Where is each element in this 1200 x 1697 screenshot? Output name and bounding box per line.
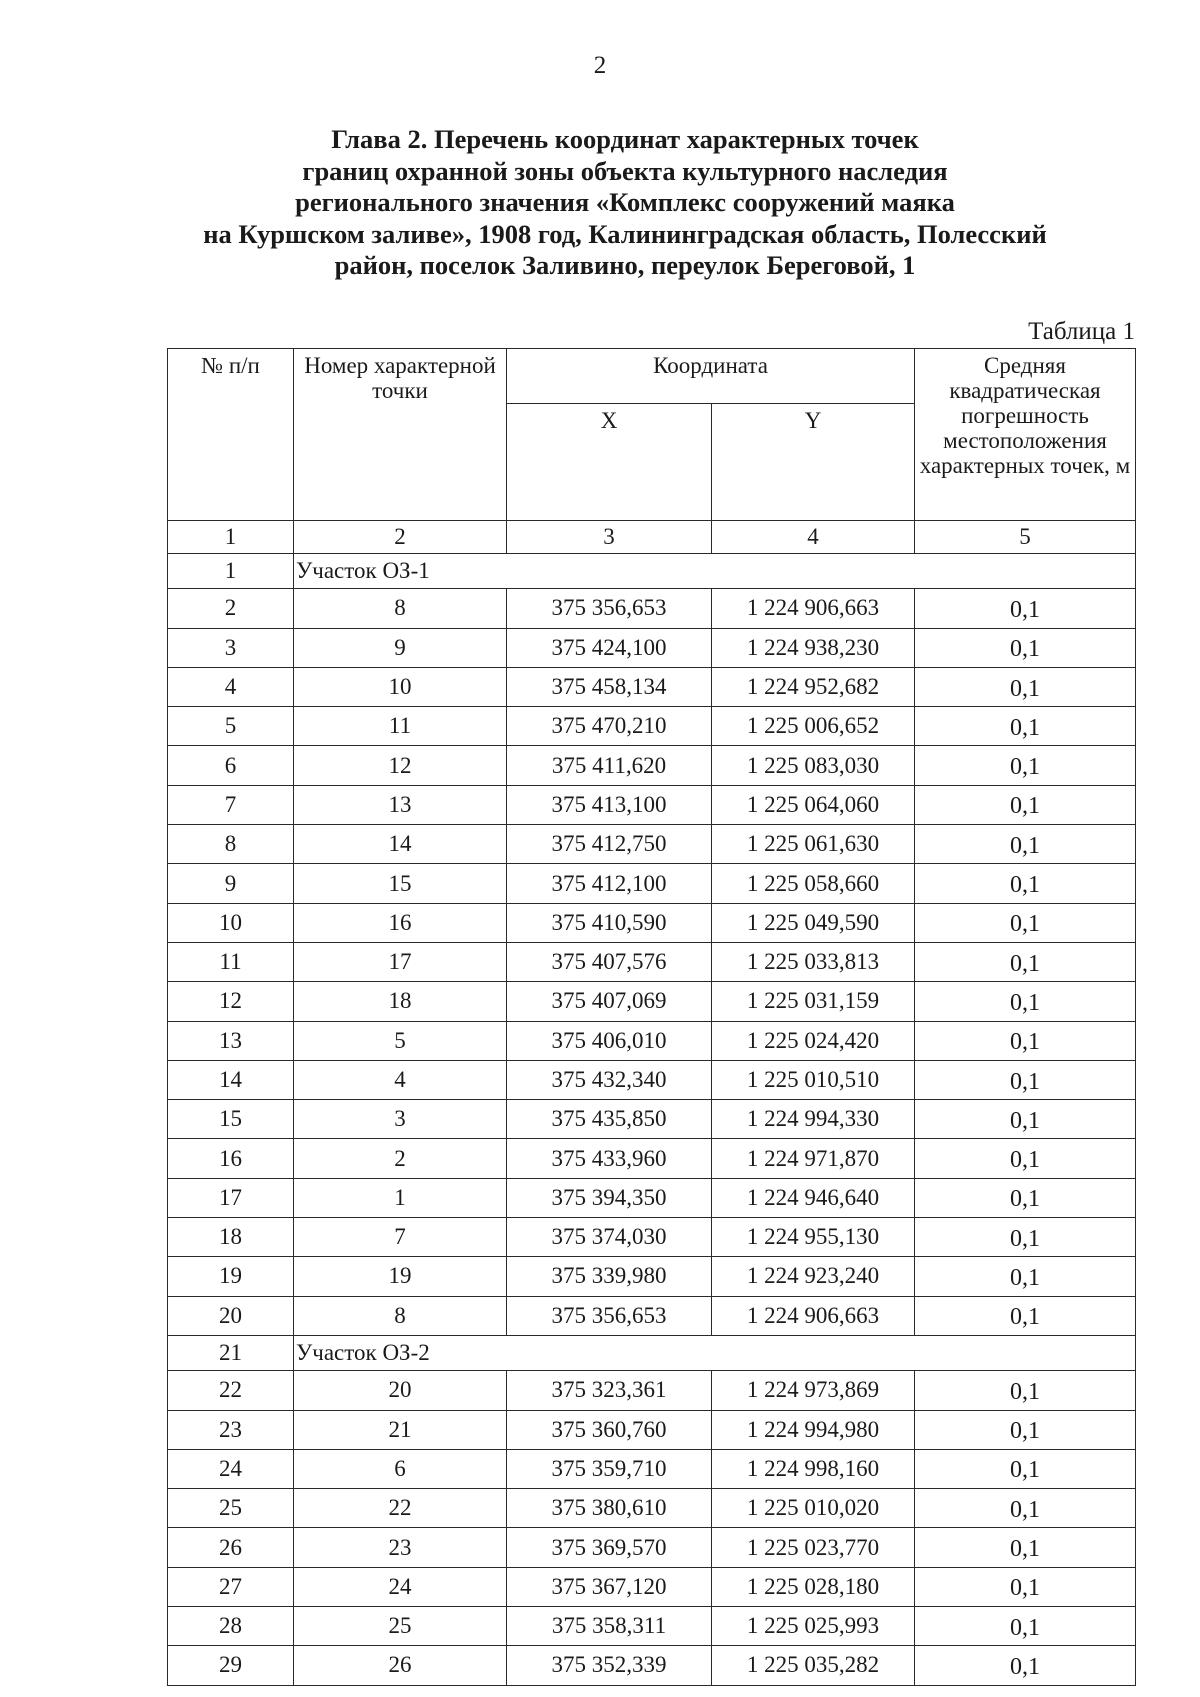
x-coordinate-cell: 375 394,350 <box>507 1178 712 1217</box>
x-coordinate-cell: 375 433,960 <box>507 1139 712 1178</box>
y-coordinate-cell: 1 225 025,993 <box>712 1607 915 1646</box>
chapter-title <box>150 124 1100 282</box>
row-number-cell: 19 <box>168 1257 294 1296</box>
x-coordinate-cell: 375 339,980 <box>507 1257 712 1296</box>
table-row <box>168 1100 1136 1139</box>
table-row <box>168 707 1136 746</box>
y-coordinate-cell: 1 224 946,640 <box>712 1178 915 1217</box>
y-coordinate-cell: 1 224 923,240 <box>712 1257 915 1296</box>
point-number-cell: 21 <box>294 1410 507 1449</box>
x-coordinate-cell: 375 458,134 <box>507 667 712 706</box>
accuracy-cell: 0,1 <box>915 903 1136 942</box>
section-label: Участок ОЗ-1 <box>294 554 1136 589</box>
table-row <box>168 628 1136 667</box>
x-coordinate-cell: 375 407,576 <box>507 942 712 981</box>
accuracy-cell: 0,1 <box>915 589 1136 628</box>
table-row <box>168 1607 1136 1646</box>
y-coordinate-cell: 1 224 938,230 <box>712 628 915 667</box>
point-number-cell: 23 <box>294 1528 507 1567</box>
table-row <box>168 864 1136 903</box>
point-number-cell: 2 <box>294 1139 507 1178</box>
y-coordinate-cell: 1 224 971,870 <box>712 1139 915 1178</box>
x-coordinate-cell: 375 358,311 <box>507 1607 712 1646</box>
accuracy-cell: 0,1 <box>915 1528 1136 1567</box>
accuracy-cell: 0,1 <box>915 1607 1136 1646</box>
y-coordinate-cell: 1 225 049,590 <box>712 903 915 942</box>
point-number-cell: 19 <box>294 1257 507 1296</box>
x-coordinate-cell: 375 356,653 <box>507 1296 712 1335</box>
accuracy-cell: 0,1 <box>915 825 1136 864</box>
x-coordinate-cell: 375 410,590 <box>507 903 712 942</box>
row-number-cell: 6 <box>168 746 294 785</box>
column-number: 3 <box>507 521 712 554</box>
row-number-cell: 24 <box>168 1449 294 1488</box>
row-number-cell: 28 <box>168 1607 294 1646</box>
x-coordinate-cell: 375 407,069 <box>507 982 712 1021</box>
title-line: границ охранной зоны объекта культурного наследия <box>302 155 948 186</box>
point-number-cell: 22 <box>294 1489 507 1528</box>
table-row <box>168 785 1136 824</box>
accuracy-cell: 0,1 <box>915 1218 1136 1257</box>
y-coordinate-cell: 1 224 973,869 <box>712 1371 915 1410</box>
row-number-cell: 29 <box>168 1646 294 1685</box>
y-coordinate-cell: 1 225 010,510 <box>712 1060 915 1099</box>
title-line: район, поселок Заливино, переулок Береговой, 1 <box>334 250 916 281</box>
x-coordinate-cell: 375 413,100 <box>507 785 712 824</box>
row-number-cell: 12 <box>168 982 294 1021</box>
point-number-cell: 16 <box>294 903 507 942</box>
point-number-cell: 13 <box>294 785 507 824</box>
table-row <box>168 903 1136 942</box>
table-row <box>168 746 1136 785</box>
row-number-cell: 16 <box>168 1139 294 1178</box>
x-coordinate-cell: 375 411,620 <box>507 746 712 785</box>
row-number-cell: 25 <box>168 1489 294 1528</box>
row-number-cell: 10 <box>168 903 294 942</box>
accuracy-cell: 0,1 <box>915 1371 1136 1410</box>
table-row <box>168 1060 1136 1099</box>
y-coordinate-cell: 1 225 028,180 <box>712 1567 915 1606</box>
table-row <box>168 667 1136 706</box>
x-coordinate-cell: 375 360,760 <box>507 1410 712 1449</box>
x-coordinate-cell: 375 323,361 <box>507 1371 712 1410</box>
section-row <box>168 554 1136 589</box>
table-row <box>168 1528 1136 1567</box>
accuracy-cell: 0,1 <box>915 785 1136 824</box>
accuracy-cell: 0,1 <box>915 982 1136 1021</box>
accuracy-cell: 0,1 <box>915 1021 1136 1060</box>
row-number-cell: 1 <box>168 554 294 589</box>
row-number-cell: 4 <box>168 667 294 706</box>
accuracy-cell: 0,1 <box>915 628 1136 667</box>
header-x: X <box>507 404 712 521</box>
y-coordinate-cell: 1 225 006,652 <box>712 707 915 746</box>
y-coordinate-cell: 1 224 994,330 <box>712 1100 915 1139</box>
y-coordinate-cell: 1 225 031,159 <box>712 982 915 1021</box>
x-coordinate-cell: 375 367,120 <box>507 1567 712 1606</box>
point-number-cell: 18 <box>294 982 507 1021</box>
table-row <box>168 1139 1136 1178</box>
accuracy-cell: 0,1 <box>915 1489 1136 1528</box>
table-row <box>168 1410 1136 1449</box>
accuracy-cell: 0,1 <box>915 1296 1136 1335</box>
accuracy-cell: 0,1 <box>915 1060 1136 1099</box>
x-coordinate-cell: 375 412,100 <box>507 864 712 903</box>
y-coordinate-cell: 1 224 906,663 <box>712 1296 915 1335</box>
table-row <box>168 1489 1136 1528</box>
point-number-cell: 24 <box>294 1567 507 1606</box>
table-row <box>168 1021 1136 1060</box>
table-row <box>168 589 1136 628</box>
column-number: 1 <box>168 521 294 554</box>
y-coordinate-cell: 1 225 010,020 <box>712 1489 915 1528</box>
y-coordinate-cell: 1 224 994,980 <box>712 1410 915 1449</box>
accuracy-cell: 0,1 <box>915 1567 1136 1606</box>
table-row <box>168 1646 1136 1685</box>
y-coordinate-cell: 1 224 955,130 <box>712 1218 915 1257</box>
point-number-cell: 11 <box>294 707 507 746</box>
point-number-cell: 15 <box>294 864 507 903</box>
row-number-cell: 5 <box>168 707 294 746</box>
table-row <box>168 1371 1136 1410</box>
accuracy-cell: 0,1 <box>915 1646 1136 1685</box>
x-coordinate-cell: 375 470,210 <box>507 707 712 746</box>
x-coordinate-cell: 375 374,030 <box>507 1218 712 1257</box>
point-number-cell: 26 <box>294 1646 507 1685</box>
y-coordinate-cell: 1 224 952,682 <box>712 667 915 706</box>
row-number-cell: 22 <box>168 1371 294 1410</box>
x-coordinate-cell: 375 352,339 <box>507 1646 712 1685</box>
table-label: Таблица 1 <box>1028 318 1135 345</box>
point-number-cell: 17 <box>294 942 507 981</box>
point-number-cell: 8 <box>294 1296 507 1335</box>
table-row <box>168 1257 1136 1296</box>
point-number-cell: 9 <box>294 628 507 667</box>
accuracy-cell: 0,1 <box>915 942 1136 981</box>
row-number-cell: 15 <box>168 1100 294 1139</box>
point-number-cell: 14 <box>294 825 507 864</box>
row-number-cell: 3 <box>168 628 294 667</box>
row-number-cell: 9 <box>168 864 294 903</box>
title-line: регионального значения «Комплекс сооружений маяка <box>295 187 955 218</box>
point-number-cell: 4 <box>294 1060 507 1099</box>
y-coordinate-cell: 1 225 033,813 <box>712 942 915 981</box>
table-row <box>168 982 1136 1021</box>
accuracy-cell: 0,1 <box>915 1178 1136 1217</box>
accuracy-cell: 0,1 <box>915 1449 1136 1488</box>
y-coordinate-cell: 1 224 998,160 <box>712 1449 915 1488</box>
row-number-cell: 18 <box>168 1218 294 1257</box>
page-number: 2 <box>593 52 607 79</box>
row-number-cell: 27 <box>168 1567 294 1606</box>
x-coordinate-cell: 375 432,340 <box>507 1060 712 1099</box>
x-coordinate-cell: 375 406,010 <box>507 1021 712 1060</box>
point-number-cell: 3 <box>294 1100 507 1139</box>
x-coordinate-cell: 375 359,710 <box>507 1449 712 1488</box>
accuracy-cell: 0,1 <box>915 667 1136 706</box>
x-coordinate-cell: 375 380,610 <box>507 1489 712 1528</box>
column-number: 2 <box>294 521 507 554</box>
point-number-cell: 6 <box>294 1449 507 1488</box>
table-row <box>168 1178 1136 1217</box>
table-row <box>168 1567 1136 1606</box>
header-point-number: Номер характерной точки <box>294 349 507 521</box>
accuracy-cell: 0,1 <box>915 1139 1136 1178</box>
coordinates-table <box>167 348 1136 1686</box>
title-line: Глава 2. Перечень координат характерных точек <box>331 124 919 154</box>
header-y: Y <box>712 404 915 521</box>
y-coordinate-cell: 1 225 064,060 <box>712 785 915 824</box>
accuracy-cell: 0,1 <box>915 1100 1136 1139</box>
point-number-cell: 25 <box>294 1607 507 1646</box>
row-number-cell: 21 <box>168 1335 294 1370</box>
column-number-row <box>168 521 1136 554</box>
y-coordinate-cell: 1 225 024,420 <box>712 1021 915 1060</box>
accuracy-cell: 0,1 <box>915 707 1136 746</box>
y-coordinate-cell: 1 225 023,770 <box>712 1528 915 1567</box>
x-coordinate-cell: 375 435,850 <box>507 1100 712 1139</box>
x-coordinate-cell: 375 369,570 <box>507 1528 712 1567</box>
column-number: 4 <box>712 521 915 554</box>
accuracy-cell: 0,1 <box>915 746 1136 785</box>
header-coordinate: Координата <box>507 349 915 404</box>
point-number-cell: 20 <box>294 1371 507 1410</box>
header-row-number: № п/п <box>168 349 294 521</box>
section-label: Участок ОЗ-2 <box>294 1335 1136 1370</box>
x-coordinate-cell: 375 412,750 <box>507 825 712 864</box>
row-number-cell: 13 <box>168 1021 294 1060</box>
row-number-cell: 14 <box>168 1060 294 1099</box>
point-number-cell: 8 <box>294 589 507 628</box>
point-number-cell: 12 <box>294 746 507 785</box>
row-number-cell: 26 <box>168 1528 294 1567</box>
point-number-cell: 1 <box>294 1178 507 1217</box>
table-row <box>168 1296 1136 1335</box>
y-coordinate-cell: 1 225 058,660 <box>712 864 915 903</box>
y-coordinate-cell: 1 225 083,030 <box>712 746 915 785</box>
row-number-cell: 20 <box>168 1296 294 1335</box>
row-number-cell: 7 <box>168 785 294 824</box>
title-line: на Куршском заливе», 1908 год, Калининградская область, Полесский <box>203 218 1047 249</box>
accuracy-cell: 0,1 <box>915 1410 1136 1449</box>
row-number-cell: 11 <box>168 942 294 981</box>
point-number-cell: 7 <box>294 1218 507 1257</box>
accuracy-cell: 0,1 <box>915 864 1136 903</box>
table-row <box>168 825 1136 864</box>
row-number-cell: 8 <box>168 825 294 864</box>
accuracy-cell: 0,1 <box>915 1257 1136 1296</box>
row-number-cell: 23 <box>168 1410 294 1449</box>
x-coordinate-cell: 375 356,653 <box>507 589 712 628</box>
point-number-cell: 5 <box>294 1021 507 1060</box>
y-coordinate-cell: 1 224 906,663 <box>712 589 915 628</box>
y-coordinate-cell: 1 225 061,630 <box>712 825 915 864</box>
table-row <box>168 1218 1136 1257</box>
x-coordinate-cell: 375 424,100 <box>507 628 712 667</box>
row-number-cell: 2 <box>168 589 294 628</box>
section-row <box>168 1335 1136 1370</box>
y-coordinate-cell: 1 225 035,282 <box>712 1646 915 1685</box>
table-row <box>168 1449 1136 1488</box>
table-row <box>168 942 1136 981</box>
table-body <box>168 554 1136 1686</box>
row-number-cell: 17 <box>168 1178 294 1217</box>
header-accuracy: Средняя квадратическая погрешность местоположения характерных точек, м <box>915 349 1136 521</box>
column-number: 5 <box>915 521 1136 554</box>
point-number-cell: 10 <box>294 667 507 706</box>
